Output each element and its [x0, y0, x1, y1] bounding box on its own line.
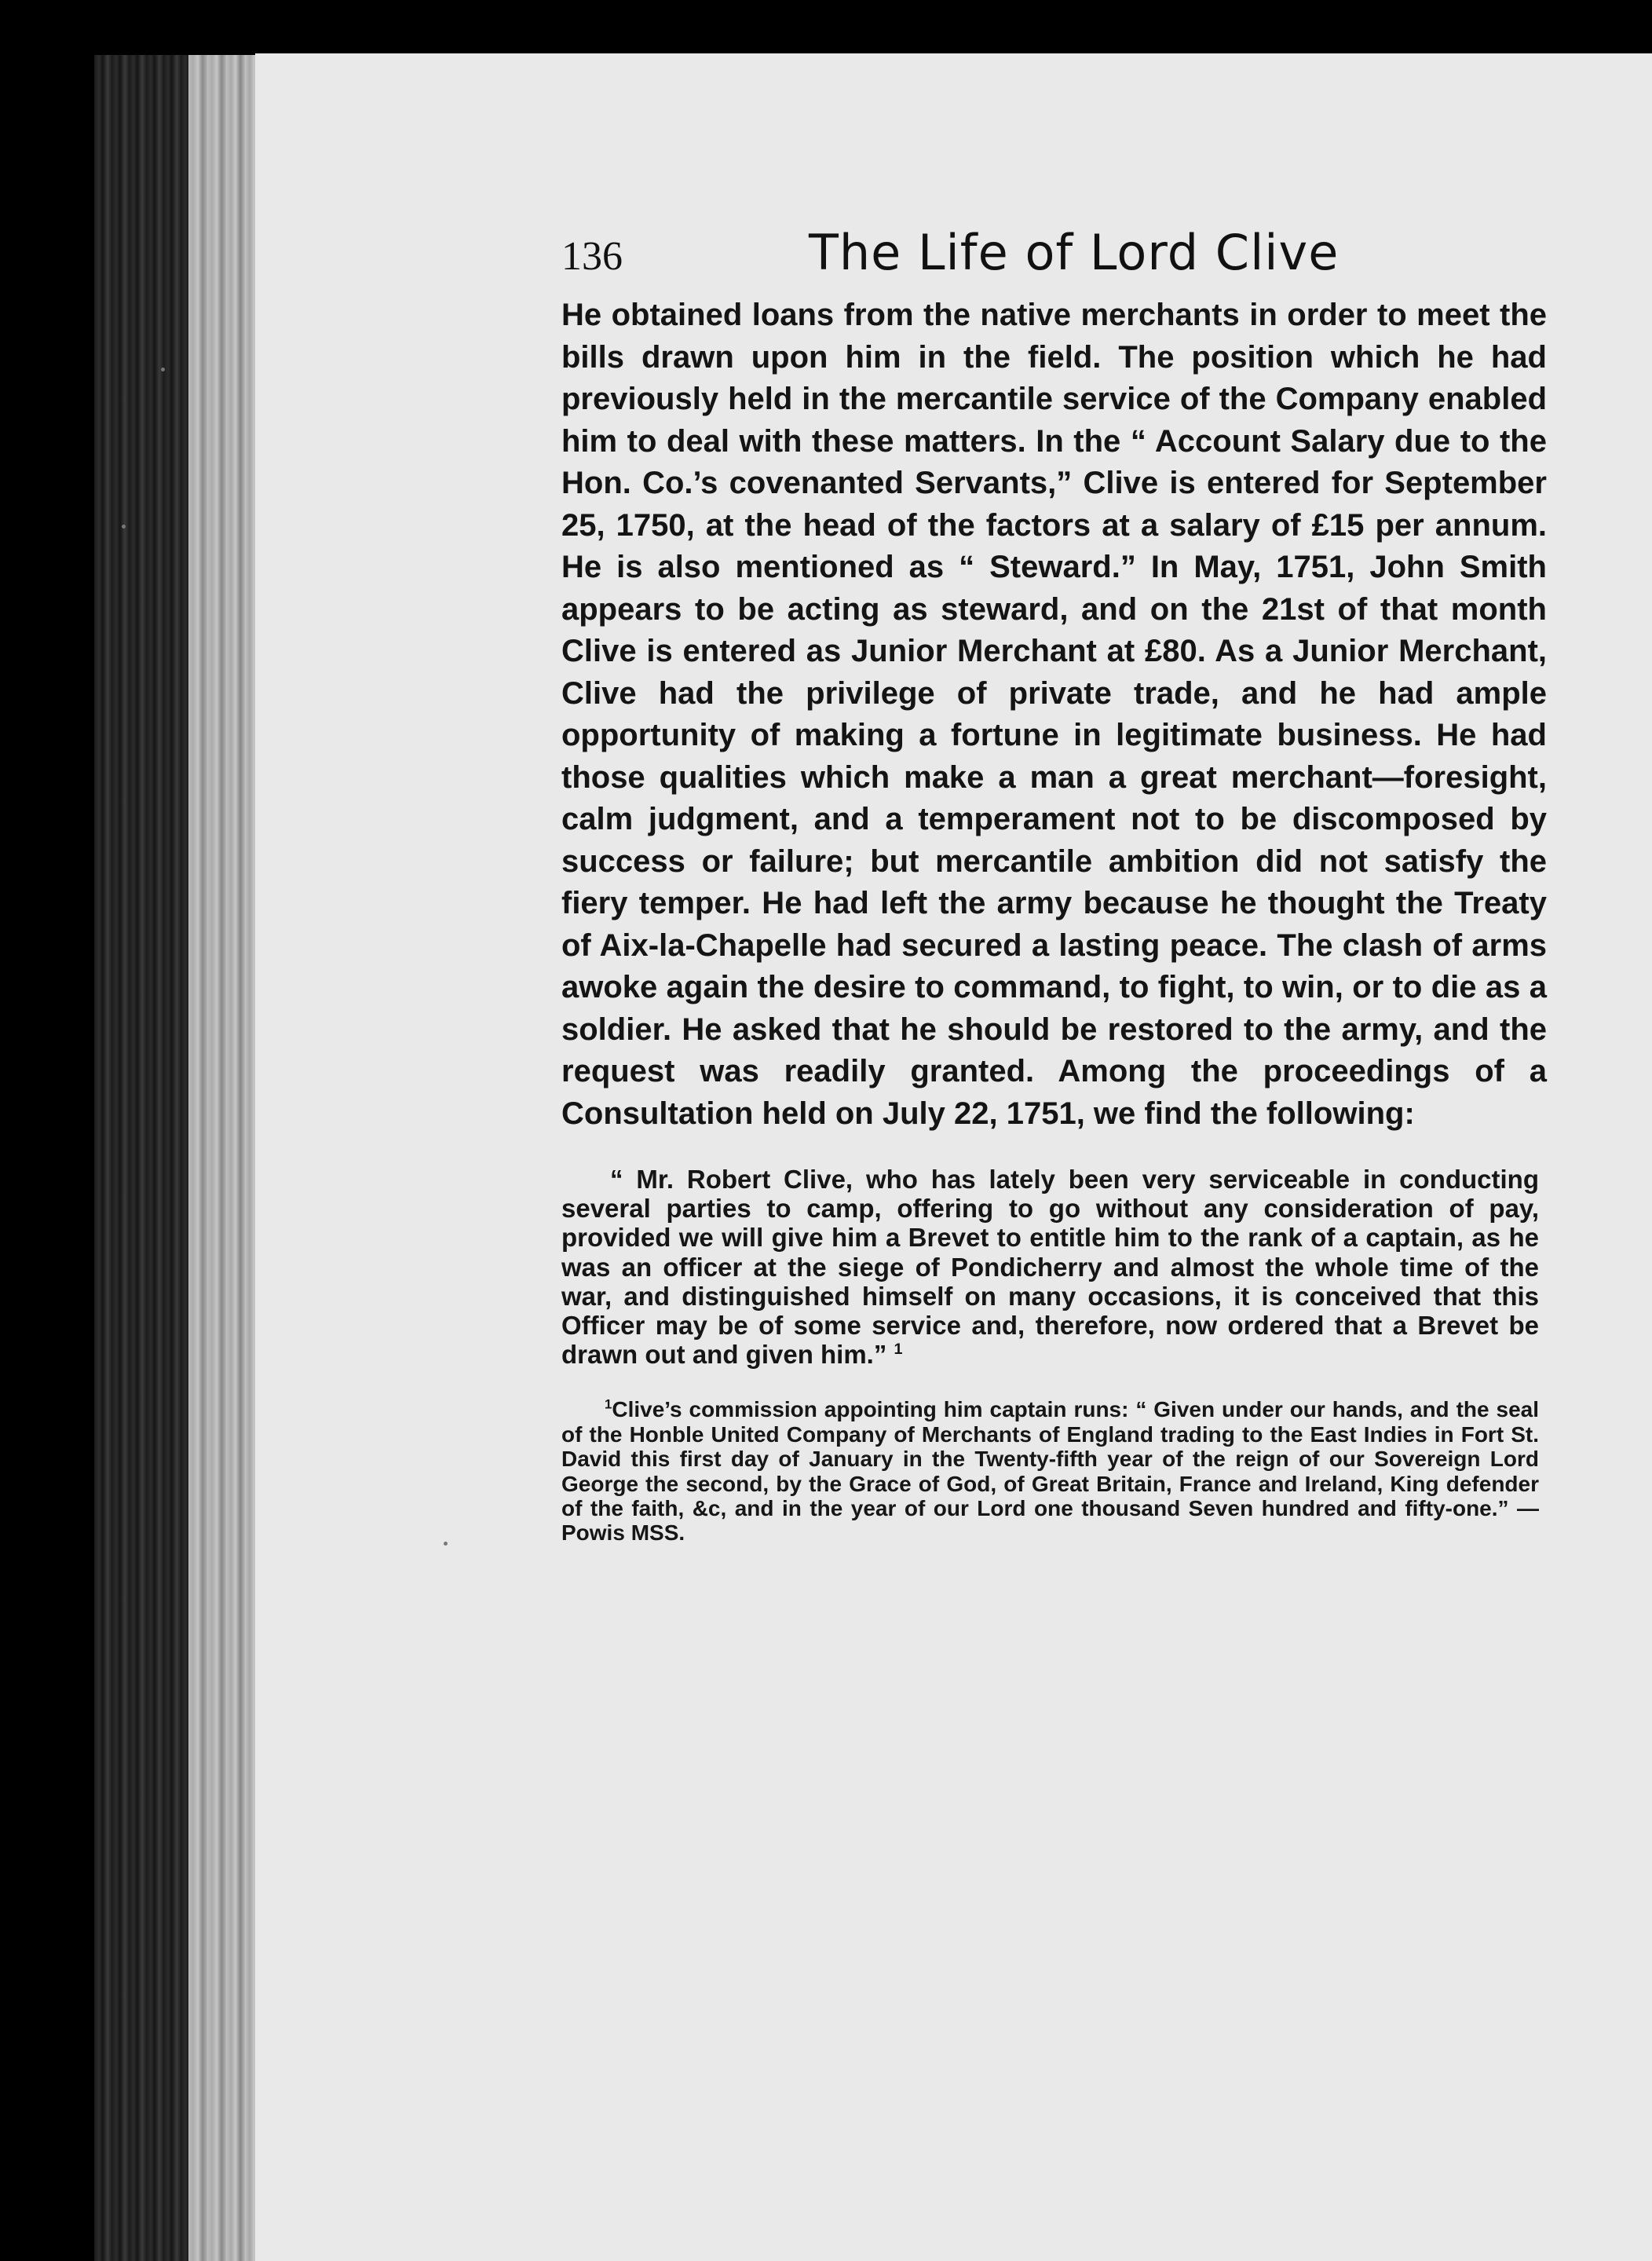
block-quote [561, 1165, 1539, 1369]
dust-speck [444, 1542, 448, 1546]
footnote-reference: 1 [894, 1341, 903, 1359]
footnote-marker: 1 [605, 1397, 612, 1413]
dust-speck [161, 368, 165, 371]
page-stack-edge [188, 55, 255, 2261]
running-title: The Life of Lord Clive [809, 224, 1340, 281]
footnote-text: Clive’s commission appointing him captain runs: “ Given under our hands, and the seal of the Honble United Company of Merchants of England trading to the East Indies in Fort St. David this first day of January in the Twenty-fifth year of the reign of our Sovereign Lord George the second, by the Grace of God, of Great Britain, France and Ireland, King defender of the faith, &c, and in the year of our Lord one thousand Seven hundred and fifty-one.” —Powis MSS. [561, 1397, 1539, 1546]
quote-text: “ Mr. Robert Clive, who has lately been very serviceable in conducting several parties to camp, offering to go without any consideration of pay, provided we will give him a Brevet to entitle him to the rank of a captain, as he was an officer at the siege of Pondicherry and almost the whole time of the war, and distinguished himself on many occasions, it is conceived that this Officer may be of some service and, therefore, now ordered that a Brevet be drawn out and given him.” [561, 1165, 1539, 1370]
body-paragraph: He obtained loans from the native merchants in order to meet the bills drawn upon him in the field. The position which he had previously held in the mercantile service of the Company enabled him to deal with these matters. In the “ Account Salary due to the Hon. Co.’s covenanted Servants,” Clive is entered for September 25, 1750, at the head of the factors at a salary of £15 per annum. He is also mentioned as “ Steward.” In May, 1751, John Smith appears to be acting as steward, and on the 21st of that month Clive is entered as Junior Merchant at £80. As a Junior Merchant, Clive had the privilege of private trade, and he had ample opportunity of making a fortune in legitimate business. He had those qualities which make a man a great merchant—foresight, calm judgment, and a temperament not to be discomposed by success or failure; but mercantile ambition did not satisfy the fiery temper. He had left the army because he thought the Treaty of Aix-la-Chapelle had secured a lasting peace. The clash of arms awoke again the desire to command, to fight, to win, or to die as a soldier. He asked that he should be restored to the army, and the request was readily granted. Among the proceedings of a Consultation held on July 22, 1751, we find the following: [561, 298, 1547, 1131]
running-head [561, 224, 1547, 295]
footnote [561, 1397, 1539, 1545]
page-number: 136 [561, 234, 623, 279]
dust-speck [122, 525, 126, 529]
page-content [561, 224, 1547, 1546]
